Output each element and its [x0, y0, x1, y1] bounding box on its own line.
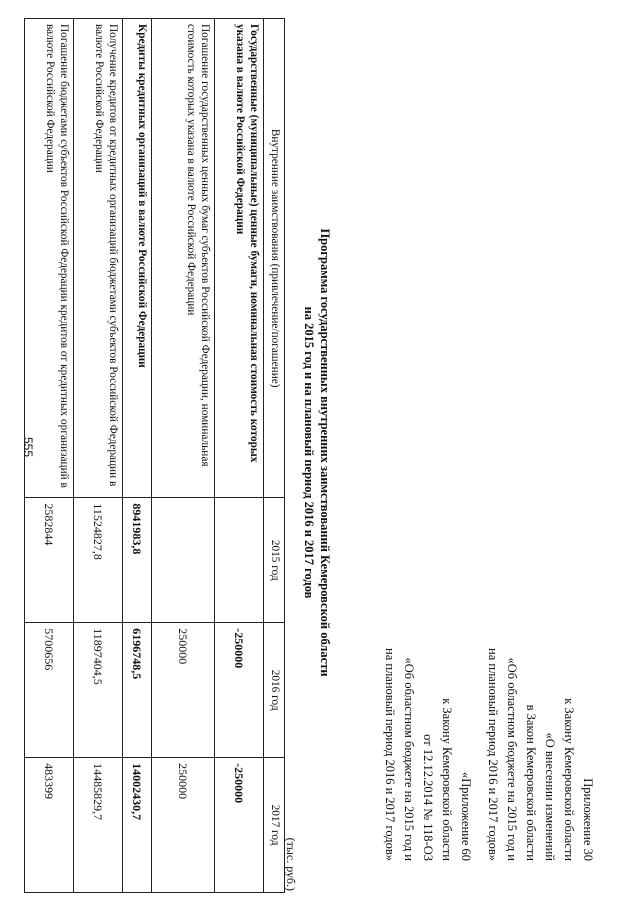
table-header-row — [264, 19, 285, 893]
value-2016: 6196748,5 — [123, 623, 152, 758]
value-2017: 14002430,7 — [123, 758, 152, 893]
annex-line: на плановый период 2016 и 2017 годов» — [486, 648, 500, 861]
row-name: Получение кредитов от кредитных организаций бюджетами субъектов Российской Федерации в валюте Российской Федерации — [74, 19, 123, 498]
value-2016: -250000 — [215, 623, 264, 758]
annex-note-60 — [380, 648, 475, 861]
annex-line: «Об областном бюджете на 2015 год и — [505, 657, 519, 861]
value-2015 — [152, 498, 215, 623]
value-2015 — [215, 498, 264, 623]
value-2015: 8941983,8 — [123, 498, 152, 623]
annex-line: к Закону Кемеровской области — [562, 698, 576, 861]
value-2017: 14485829,7 — [74, 758, 123, 893]
value-2017: 250000 — [152, 758, 215, 893]
table-row — [74, 19, 123, 893]
units-label: (тыс. руб.) — [284, 837, 298, 891]
title-line-2: на 2015 год и на плановый период 2016 и 2017 годов — [302, 306, 316, 599]
value-2015: 2582844 — [25, 498, 74, 623]
annex-note-30 — [483, 648, 597, 861]
row-name: Погашение бюджетами субъектов Российской Федерации кредитов от кредитных организаций в валюте Российской Федерации — [25, 19, 74, 498]
value-2015: 11524827,8 — [74, 498, 123, 623]
annex-line: в Закон Кемеровской области — [524, 704, 538, 861]
header-cell: Внутренние заимствования (привлечение/погашение) — [264, 19, 285, 498]
value-2017: 483399 — [25, 758, 74, 893]
value-2017: -250000 — [215, 758, 264, 893]
header-cell: 2016 год — [264, 623, 285, 758]
annex-line: Приложение 30 — [581, 778, 595, 861]
page-number: 555 — [21, 436, 36, 458]
annex-line: к Закону Кемеровской области — [440, 698, 454, 861]
header-cell: 2017 год — [264, 758, 285, 893]
document-title — [301, 0, 333, 905]
table-row — [123, 19, 152, 893]
table-row — [25, 19, 74, 893]
annex-line: «Об областном бюджете на 2015 год и — [402, 657, 416, 861]
row-name: Государственные (муниципальные) ценные бумаги, номинальная стоимость которых указана в валюте Российской Федерации — [215, 19, 264, 498]
annex-line: от 12.12.2014 № 118-ОЗ — [421, 734, 435, 861]
row-name: Погашение государственных ценных бумаг субъектов Российской Федерации, номинальная стоимость которых указана в валюте Российской Федерации — [152, 19, 215, 498]
header-cell: 2015 год — [264, 498, 285, 623]
row-name: Кредиты кредитных организаций в валюте Российской Федерации — [123, 19, 152, 498]
title-line-1: Программа государственных внутренних заимствований Кемеровской области — [318, 228, 332, 677]
table-row — [152, 19, 215, 893]
annex-line: «Приложение 60 — [459, 772, 473, 861]
annex-line: «О внесении изменений — [543, 732, 557, 861]
value-2016: 11897404,5 — [74, 623, 123, 758]
borrowing-table — [24, 18, 285, 893]
table-row — [215, 19, 264, 893]
annex-line: на плановый период 2016 и 2017 годов» — [383, 648, 397, 861]
value-2016: 5700656 — [25, 623, 74, 758]
value-2016: 250000 — [152, 623, 215, 758]
